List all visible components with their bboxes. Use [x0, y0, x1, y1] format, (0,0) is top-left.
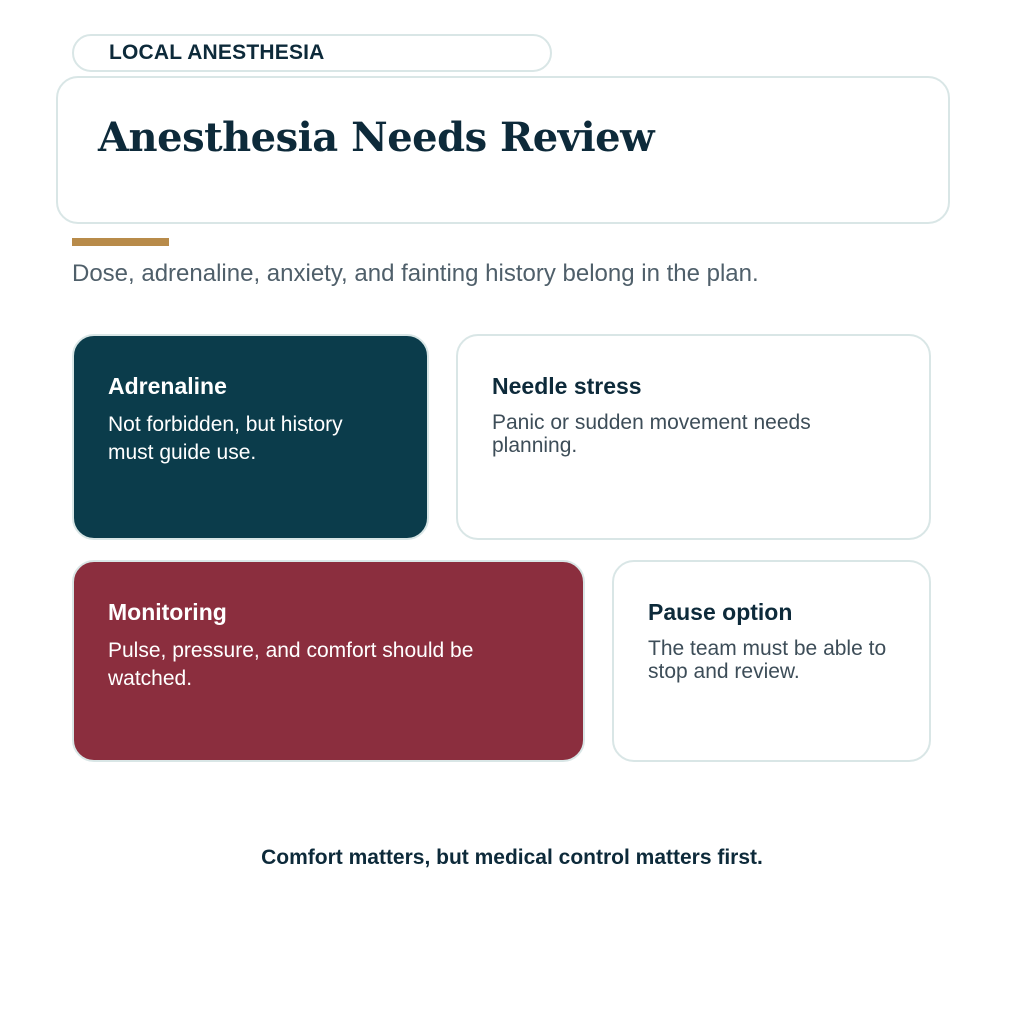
card-body: Panic or sudden movement needs planning.	[492, 411, 811, 457]
section-label: LOCAL ANESTHESIA	[72, 34, 552, 72]
card-title: Pause option	[648, 599, 793, 625]
card-title: Needle stress	[492, 373, 642, 399]
page-subtitle: Dose, adrenaline, anxiety, and fainting history belong in the plan.	[72, 260, 759, 287]
card-body: Pulse, pressure, and comfort should be watched.	[108, 639, 474, 690]
card-pause-option	[612, 560, 931, 762]
title-card	[56, 76, 950, 224]
card-body: Not forbidden, but history must guide use.	[108, 413, 343, 464]
page-title: Anesthesia Needs Review	[98, 114, 655, 161]
card-monitoring	[72, 560, 585, 762]
card-title: Monitoring	[108, 599, 227, 625]
card-adrenaline	[72, 334, 429, 540]
card-needle-stress	[456, 334, 931, 540]
card-title: Adrenaline	[108, 373, 227, 399]
accent-divider	[72, 238, 169, 246]
footer-note: Comfort matters, but medical control matters first.	[261, 846, 763, 869]
card-body: The team must be able to stop and review.	[648, 637, 887, 683]
